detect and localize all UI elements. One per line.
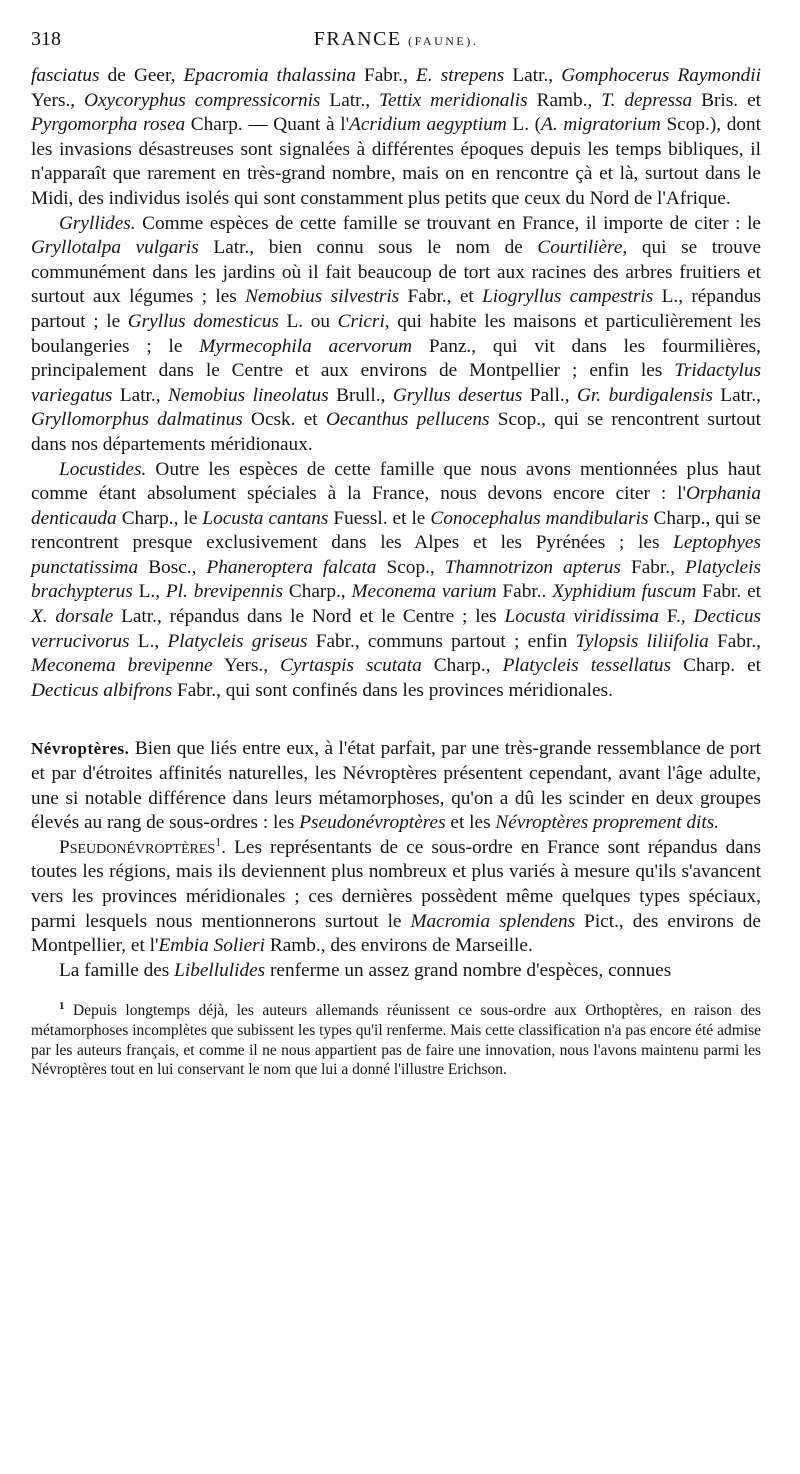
text-run: Fabr. et xyxy=(696,581,761,603)
text-run: Ramb., des environs de Marseille. xyxy=(265,935,533,957)
species-name: Xyphidium fuscum xyxy=(552,581,697,603)
text-run: L., xyxy=(132,581,166,603)
species-name: Gryllotalpa vulgaris xyxy=(31,237,199,259)
species-name: Locusta viridissima xyxy=(504,606,660,628)
text-run: . Les représentants de ce sous-ordre en France sont répandus dans toutes les régions, mais ils deviennent plus nombreux et plus variés à mesure qu'ils s'avancent vers les provinces méridionales ; ces dernières possèdent même quelques types spéciaux, parmi lesquels nous mentionnerons surtout le xyxy=(31,836,761,932)
text-run: Scop., xyxy=(376,556,445,578)
text-run: La famille des xyxy=(59,959,175,981)
species-name: Platycleis tessellatus xyxy=(502,655,672,677)
section-gap xyxy=(31,703,761,737)
text-run: Fabr.. xyxy=(496,581,553,603)
text-run: L., xyxy=(129,630,168,652)
species-name: Pl. brevipennis xyxy=(165,581,283,603)
text-run: Latr., xyxy=(320,89,380,111)
paragraph-locustides xyxy=(31,458,761,704)
text-run: Fuessl. et le xyxy=(328,507,431,529)
book-page xyxy=(31,28,761,1080)
text-run: F., xyxy=(659,606,694,628)
paragraph-acridides-end xyxy=(31,64,761,212)
species-name: T. depressa xyxy=(601,89,693,111)
footnote xyxy=(31,1001,761,1079)
species-name: fasciatus xyxy=(31,65,100,86)
page-number: 318 xyxy=(31,28,61,50)
text-run: Charp. — Quant à l' xyxy=(185,114,350,136)
text-run: Charp. et xyxy=(671,655,762,677)
text-run: L. ou xyxy=(278,310,338,332)
species-name: Tylopsis liliifolia xyxy=(575,630,709,652)
species-name: Tettix meridionalis xyxy=(379,89,528,111)
running-title-main: FRANCE xyxy=(313,28,402,50)
text-run: Fabr., qui sont confinés dans les provinces méridionales. xyxy=(172,679,613,701)
species-name: Gryllus domesticus xyxy=(127,310,279,332)
species-name: X. dorsale xyxy=(31,606,114,628)
species-name: Acridium aegyptium xyxy=(349,114,507,136)
text-run: Ramb., xyxy=(527,89,602,111)
paragraph-gryllides xyxy=(31,212,761,458)
text-run: Latr., xyxy=(504,65,562,86)
text-run: Pall., xyxy=(522,384,577,406)
text-run: Scop.), dont les invasions désastreuses sont signalées à différentes époques depuis les temps bibliques, il n'apparaît que rarement en très-grand nombre, mais on en rencontre çà et là, surtout dans le Midi, des individus isolés qui sont constamment plus petits que ceux du Nord de l'Afrique. xyxy=(31,114,761,209)
species-name: Nemobius lineolatus xyxy=(168,384,329,406)
family-heading: Gryllides. xyxy=(59,212,136,234)
running-title-sub: (FAUNE). xyxy=(408,34,479,48)
species-name: Epacromia thalassina xyxy=(183,65,356,86)
species-name: Leptophyes punctatissima xyxy=(31,532,761,578)
text-run: Comme espèces de cette famille se trouvant en France, il importe de citer : le xyxy=(135,212,761,234)
text-run: qui habite les maisons et particulièrement les boulangeries ; le xyxy=(31,310,761,357)
text-run: Bosc., xyxy=(138,556,207,578)
text-run: Brull., xyxy=(328,384,393,406)
species-name: Pyrgomorpha rosea xyxy=(31,114,186,136)
species-name: Gryllus desertus xyxy=(392,384,523,406)
text-run: Charp., xyxy=(421,655,503,677)
text-run: Latr., répandus dans le Nord et le Centre ; les xyxy=(113,606,505,628)
species-name: Oxycoryphus compressicornis xyxy=(84,89,321,111)
common-name: Cricri, xyxy=(337,310,390,332)
species-name: Orphania denticauda xyxy=(31,483,761,529)
species-name: Cyrtaspis scutata xyxy=(280,655,422,677)
text-run: Scop., qui se rencontrent surtout dans nos départements méridionaux. xyxy=(31,409,761,455)
text-run: L. ( xyxy=(506,114,542,136)
species-name: Decticus albifrons xyxy=(31,679,173,701)
text-run: Latr., bien connu sous le nom de xyxy=(198,237,538,259)
paragraph-libellulides xyxy=(31,959,761,984)
footnote-separator xyxy=(31,983,761,1001)
text-run: Latr., xyxy=(712,384,761,406)
family-heading: Locustides. xyxy=(59,458,147,480)
species-name: Macromia splendens xyxy=(410,910,576,932)
text-run: Yers., xyxy=(212,655,281,677)
text-run: qui se trouve communément dans les jardins où il fait beaucoup de tort aux racines des arbres fruitiers et surtout aux légumes ; les xyxy=(31,237,762,308)
text-run: Charp., qui se rencontrent presque exclusivement dans les Alpes et les Pyrénées ; les xyxy=(31,507,761,554)
common-name: Courtilière, xyxy=(537,237,628,259)
species-name: Meconema varium xyxy=(351,581,497,603)
text-run: Ocsk. et xyxy=(242,409,326,431)
text-run: Fabr., et xyxy=(399,286,483,308)
text-run: Outre les espèces de cette famille que nous avons mentionnées plus haut comme étant absolument spéciales à la France, nous devons encore citer : l' xyxy=(31,458,761,505)
order-heading: Névroptères. xyxy=(31,739,130,759)
species-name: Locusta cantans xyxy=(202,507,329,529)
running-title xyxy=(31,28,761,51)
text-run: et les xyxy=(445,812,496,834)
species-name: Conocephalus mandibularis xyxy=(430,507,649,529)
text-run: Bien que liés entre eux, à l'état parfait, par une très-grande ressemblance de port et par d'étroites affinités naturelles, les Névroptères présentent cependant, avant l'âge adulte, une si notable différence dans leurs métamorphoses, qu'on a dû les scinder en deux groupes élevés au rang de sous-ordres : les xyxy=(31,738,761,834)
footnote-reference: 1 xyxy=(215,834,222,849)
text-run: Yers., xyxy=(31,89,85,111)
species-name: Gr. burdigalensis xyxy=(577,384,713,406)
text-run: Fabr., xyxy=(355,65,417,86)
text-run: Fabr., xyxy=(708,630,761,652)
text-run: Charp., le xyxy=(116,507,203,529)
species-name: Oecanthus pellucens xyxy=(325,409,490,431)
species-name: Platycleis brachypterus xyxy=(31,556,761,603)
species-name: Phaneroptera falcata xyxy=(206,556,377,578)
suborder-name: Pseudonévroptères xyxy=(299,812,446,834)
species-name: Gomphocerus Raymondii xyxy=(561,65,761,86)
suborder-name: Névroptères proprement dits. xyxy=(495,812,720,834)
species-name: A. migratorium xyxy=(541,114,661,136)
species-name: Myrmecophila acervorum xyxy=(199,335,413,357)
text-run: Charp., xyxy=(282,581,352,603)
species-name: Decticus verrucivorus xyxy=(31,606,761,652)
suborder-heading: Pseudonévroptères xyxy=(59,836,216,858)
running-header xyxy=(31,28,761,64)
text-run: L., répandus partout ; le xyxy=(31,286,761,332)
text-run: Bris. et xyxy=(692,89,761,111)
species-name: Embia Solieri xyxy=(158,935,266,957)
species-name: Thamnotrizon apterus xyxy=(444,556,621,578)
text-run: Fabr., communs partout ; enfin xyxy=(307,630,576,652)
footnote-paragraph xyxy=(31,1001,761,1079)
paragraph-pseudonevropteres xyxy=(31,836,761,959)
body-text xyxy=(31,64,761,983)
text-run: de Geer, xyxy=(99,65,184,86)
text-run: renferme un assez grand nombre d'espèces, connues xyxy=(265,959,672,981)
text-run: Panz., qui vit dans les fourmilières, principalement dans le Centre et aux environs de Montpellier ; enfin les xyxy=(31,335,761,382)
family-name: Libellulides xyxy=(174,959,266,981)
text-run: Latr., xyxy=(112,384,169,406)
species-name: Liogryllus campestris xyxy=(482,286,654,308)
footnote-mark: 1 xyxy=(59,1000,65,1013)
species-name: Platycleis griseus xyxy=(167,630,308,652)
text-run: Pict., des environs de Montpellier, et l' xyxy=(31,910,761,957)
footnote-text: Depuis longtemps déjà, les auteurs allemands réunissent ce sous-ordre aux Orthoptères, en raison des métamorphoses incomplètes que subissent les types qu'il renferme. Mais cette classification n'a pas encore été admise par les auteurs français, et comme il ne nous appartient pas de faire une innovation, nous l'avons maintenu parmi les Névroptères tout en lui conservant le nom que lui a donné l'illustre Erichson. xyxy=(31,1002,761,1079)
species-name: Nemobius silvestris xyxy=(245,286,400,308)
species-name: E. strepens xyxy=(416,65,505,86)
species-name: Gryllomorphus dalmatinus xyxy=(31,409,243,431)
text-run: Fabr., xyxy=(620,556,685,578)
paragraph-nevropteres xyxy=(31,737,761,835)
species-name: Tridactylus variegatus xyxy=(31,360,761,406)
species-name: Meconema brevipenne xyxy=(31,655,213,677)
